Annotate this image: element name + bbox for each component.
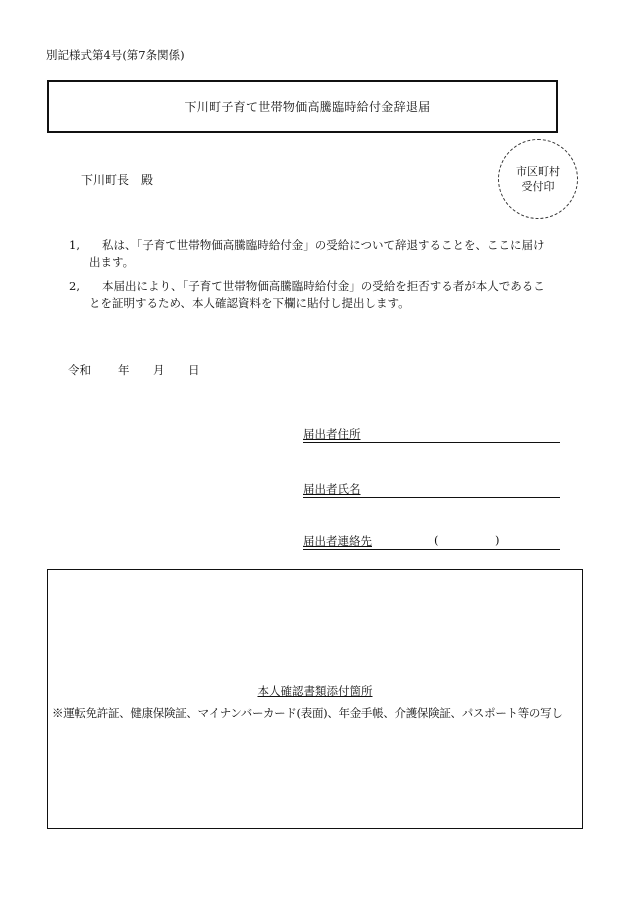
- contact-label: 届出者連絡先: [303, 534, 372, 548]
- id-attachment-area[interactable]: [47, 569, 583, 829]
- contact-field[interactable]: [303, 533, 560, 550]
- clause-line-1: 本届出により、「子育て世帯物価高騰臨時給付金」の受給を拒否する者が本人であるこ: [102, 279, 545, 293]
- addressee-name: 下川町長: [81, 173, 130, 187]
- stamp-line-2: 受付印: [521, 180, 555, 193]
- date-year-label[interactable]: 年: [118, 363, 130, 377]
- address-field[interactable]: [303, 426, 560, 443]
- address-label: 届出者住所: [303, 427, 361, 441]
- document-title: 下川町子育て世帯物価高騰臨時給付金辞退届: [184, 100, 431, 114]
- attachment-note: ※運転免許証、健康保険証、マイナンバーカード(表面)、年金手帳、介護保険証、パスポート等の写し: [52, 706, 563, 720]
- stamp-line-1: 市区町村: [516, 165, 560, 178]
- date-day-label[interactable]: 日: [188, 363, 200, 377]
- contact-paren-open: (: [434, 533, 439, 547]
- name-field[interactable]: [303, 481, 560, 498]
- clause-line-2: 出ます。: [89, 255, 135, 269]
- contact-paren-close: ): [495, 533, 500, 547]
- addressee-honorific: 殿: [141, 173, 154, 187]
- clause-line-1: 私は、「子育て世帯物価高騰臨時給付金」の受給について辞退することを、ここに届け: [102, 238, 545, 252]
- addressee: [81, 171, 153, 188]
- attachment-title: 本人確認書類添付箇所: [257, 684, 373, 698]
- date-month-label[interactable]: 月: [153, 363, 165, 377]
- title-box: [47, 80, 558, 133]
- name-label: 届出者氏名: [303, 482, 361, 496]
- clause-number: 1,: [69, 238, 80, 252]
- date-era: 令和: [68, 363, 91, 377]
- form-number: 別記様式第4号(第7条関係): [46, 48, 185, 62]
- reception-stamp: [498, 139, 578, 219]
- clause-number: 2,: [69, 279, 80, 293]
- clause-line-2: とを証明するため、本人確認資料を下欄に貼付し提出します。: [89, 296, 410, 310]
